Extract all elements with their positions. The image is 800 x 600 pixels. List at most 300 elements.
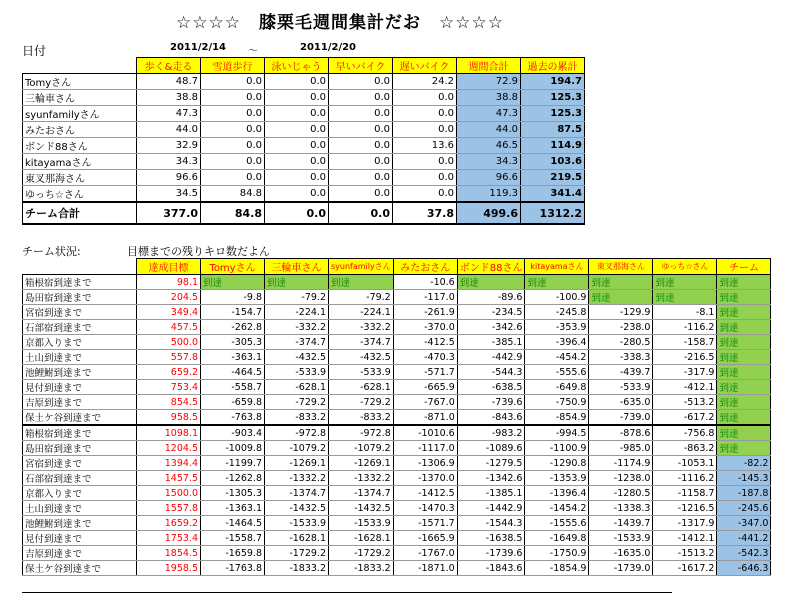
remaining-value: 到達 — [717, 380, 771, 395]
remaining-value: 到達 — [717, 441, 771, 456]
member-name: ボンド88さん — [23, 138, 137, 154]
value-cell: 0.0 — [393, 90, 457, 106]
value-cell: 84.8 — [201, 186, 265, 203]
remaining-value: 到達 — [265, 275, 329, 290]
remaining-value: -224.1 — [265, 305, 329, 320]
remaining-value: -972.8 — [265, 425, 329, 441]
table-row — [23, 486, 771, 501]
remaining-value: -756.8 — [653, 425, 717, 441]
date-range — [22, 42, 622, 56]
total-value: 1312.2 — [521, 202, 585, 224]
remaining-value: -280.5 — [589, 335, 653, 350]
member-name: kitayamaさん — [23, 154, 137, 170]
table-row — [23, 74, 585, 90]
remaining-value: -1009.8 — [201, 441, 265, 456]
remaining-value: -1117.0 — [393, 441, 457, 456]
target-value: 1394.4 — [137, 456, 201, 471]
value-cell: 0.0 — [329, 74, 393, 90]
remaining-value: -158.7 — [653, 335, 717, 350]
remaining-value: -767.0 — [393, 395, 457, 410]
milestone-name: 保土ケ谷到達まで — [23, 561, 137, 576]
remaining-value: 到達 — [717, 320, 771, 335]
remaining-value: -1628.1 — [265, 531, 329, 546]
milestone-name: 箱根宿到達まで — [23, 425, 137, 441]
remaining-value: -1412.5 — [393, 486, 457, 501]
remaining-value: -1544.3 — [457, 516, 525, 531]
remaining-value: -1739.0 — [589, 561, 653, 576]
value-cell: 87.5 — [521, 122, 585, 138]
remaining-value: -1558.7 — [201, 531, 265, 546]
remaining-value: -1533.9 — [589, 531, 653, 546]
value-cell: 119.3 — [457, 186, 521, 203]
remaining-value: -145.3 — [717, 471, 771, 486]
remaining-value: -1729.2 — [329, 546, 394, 561]
remaining-value: -1305.3 — [201, 486, 265, 501]
member-name: みたおさん — [23, 122, 137, 138]
page-title: ☆☆☆☆ 膝栗毛週間集計だお ☆☆☆☆ — [176, 13, 504, 33]
remaining-value: -544.3 — [457, 365, 525, 380]
value-cell: 0.0 — [329, 186, 393, 203]
remaining-value: -1843.6 — [457, 561, 525, 576]
remaining-value: -441.2 — [717, 531, 771, 546]
remaining-value: -332.2 — [265, 320, 329, 335]
remaining-value: -1442.9 — [457, 501, 525, 516]
remaining-header: syunfamilyさん — [329, 259, 394, 275]
value-cell: 0.0 — [265, 74, 329, 90]
remaining-value: -1763.8 — [201, 561, 265, 576]
remaining-value: -89.6 — [457, 290, 525, 305]
value-cell: 114.9 — [521, 138, 585, 154]
value-cell: 96.6 — [137, 170, 201, 186]
table-row — [23, 335, 771, 350]
target-value: 1854.5 — [137, 546, 201, 561]
remaining-value: -972.8 — [329, 425, 394, 441]
value-cell: 48.7 — [137, 74, 201, 90]
target-value: 753.4 — [137, 380, 201, 395]
table-row — [23, 410, 771, 426]
remaining-value: -79.2 — [329, 290, 394, 305]
target-value: 659.2 — [137, 365, 201, 380]
remaining-value: -1659.8 — [201, 546, 265, 561]
remaining-value: -1638.5 — [457, 531, 525, 546]
table-row — [23, 186, 585, 203]
table-row — [23, 425, 771, 441]
value-cell: 0.0 — [201, 122, 265, 138]
milestone-name: 石部宿到達まで — [23, 320, 137, 335]
remaining-value: -8.1 — [653, 305, 717, 320]
remaining-value: -385.1 — [457, 335, 525, 350]
value-cell: 47.3 — [137, 106, 201, 122]
remaining-value: -10.6 — [393, 275, 457, 290]
milestone-name: 宮宿到達まで — [23, 305, 137, 320]
remaining-value: -9.8 — [201, 290, 265, 305]
remaining-value: 到達 — [717, 290, 771, 305]
remaining-value: -1833.2 — [329, 561, 394, 576]
total-value: 0.0 — [265, 202, 329, 224]
table-row — [23, 561, 771, 576]
remaining-value: -1342.6 — [457, 471, 525, 486]
remaining-value: -245.6 — [717, 501, 771, 516]
value-cell: 34.5 — [137, 186, 201, 203]
remaining-value: -729.2 — [329, 395, 394, 410]
remaining-value: -1439.7 — [589, 516, 653, 531]
remaining-value: -1089.6 — [457, 441, 525, 456]
value-cell: 0.0 — [265, 138, 329, 154]
remaining-header: ボンド88さん — [457, 259, 525, 275]
remaining-value: -100.9 — [525, 290, 589, 305]
value-cell: 0.0 — [329, 170, 393, 186]
remaining-value: 到達 — [717, 305, 771, 320]
remaining-value: -82.2 — [717, 456, 771, 471]
weekly-table — [22, 57, 585, 225]
remaining-value: -1010.6 — [393, 425, 457, 441]
value-cell: 44.0 — [457, 122, 521, 138]
remaining-value: -903.4 — [201, 425, 265, 441]
remaining-value: -1533.9 — [265, 516, 329, 531]
remaining-value: 到達 — [457, 275, 525, 290]
remaining-value: -117.0 — [393, 290, 457, 305]
value-cell: 44.0 — [137, 122, 201, 138]
value-cell: 125.3 — [521, 90, 585, 106]
status-note: 目標までの残りキロ数だよん — [127, 245, 270, 258]
date-separator: ～ — [248, 46, 258, 57]
remaining-value: -1385.1 — [457, 486, 525, 501]
remaining-value: -454.2 — [525, 350, 589, 365]
remaining-value: -1470.3 — [393, 501, 457, 516]
value-cell: 0.0 — [265, 106, 329, 122]
remaining-value: -1279.5 — [457, 456, 525, 471]
remaining-header: 達成目標 — [137, 259, 201, 275]
remaining-value: -116.2 — [653, 320, 717, 335]
remaining-value: -1338.3 — [589, 501, 653, 516]
table-row — [23, 138, 585, 154]
remaining-value: -154.7 — [201, 305, 265, 320]
remaining-value: -187.8 — [717, 486, 771, 501]
remaining-value: -638.5 — [457, 380, 525, 395]
target-value: 1958.5 — [137, 561, 201, 576]
value-cell: 0.0 — [201, 74, 265, 90]
remaining-value: -1238.0 — [589, 471, 653, 486]
milestone-name: 吉原到達まで — [23, 395, 137, 410]
remaining-header-row — [23, 259, 771, 275]
remaining-header: 東叉那海さん — [589, 259, 653, 275]
target-value: 557.8 — [137, 350, 201, 365]
remaining-value: -1053.1 — [653, 456, 717, 471]
remaining-value: -833.2 — [265, 410, 329, 426]
table-row — [23, 441, 771, 456]
remaining-value: -396.4 — [525, 335, 589, 350]
value-cell: 0.0 — [329, 154, 393, 170]
table-row — [23, 290, 771, 305]
value-cell: 0.0 — [329, 138, 393, 154]
remaining-value: -1571.7 — [393, 516, 457, 531]
remaining-header: みたおさん — [393, 259, 457, 275]
remaining-value: -1269.1 — [265, 456, 329, 471]
remaining-value: -763.8 — [201, 410, 265, 426]
value-cell: 96.6 — [457, 170, 521, 186]
remaining-value: 到達 — [653, 290, 717, 305]
target-value: 1557.8 — [137, 501, 201, 516]
remaining-value: -646.3 — [717, 561, 771, 576]
milestone-name: 箱根宿到達まで — [23, 275, 137, 290]
remaining-value: 到達 — [717, 365, 771, 380]
remaining-value: -1454.2 — [525, 501, 589, 516]
total-value: 0.0 — [329, 202, 393, 224]
remaining-value: -432.5 — [265, 350, 329, 365]
member-name: 東叉那海さん — [23, 170, 137, 186]
remaining-value: -1199.7 — [201, 456, 265, 471]
value-cell: 0.0 — [265, 186, 329, 203]
remaining-header-blank — [23, 259, 137, 275]
remaining-value: -234.5 — [457, 305, 525, 320]
milestone-name: 島田宿到達まで — [23, 290, 137, 305]
table-row — [23, 305, 771, 320]
value-cell: 0.0 — [393, 106, 457, 122]
remaining-value: -542.3 — [717, 546, 771, 561]
value-cell: 38.8 — [137, 90, 201, 106]
remaining-value: -1432.5 — [329, 501, 394, 516]
table-row — [23, 395, 771, 410]
value-cell: 0.0 — [329, 122, 393, 138]
total-value: 84.8 — [201, 202, 265, 224]
remaining-value: -1280.5 — [589, 486, 653, 501]
value-cell: 38.8 — [457, 90, 521, 106]
value-cell: 103.6 — [521, 154, 585, 170]
date-to: 2011/2/20 — [300, 42, 357, 53]
weekly-header: 過去の累計 — [521, 58, 585, 74]
value-cell: 341.4 — [521, 186, 585, 203]
table-row — [23, 456, 771, 471]
value-cell: 47.3 — [457, 106, 521, 122]
value-cell: 0.0 — [265, 170, 329, 186]
milestone-name: 保土ケ谷到達まで — [23, 410, 137, 426]
remaining-header: 三輪車さん — [265, 259, 329, 275]
remaining-value: -338.3 — [589, 350, 653, 365]
remaining-value: 到達 — [201, 275, 265, 290]
remaining-value: -1290.8 — [525, 456, 589, 471]
value-cell: 0.0 — [393, 122, 457, 138]
value-cell: 0.0 — [265, 90, 329, 106]
remaining-value: -353.9 — [525, 320, 589, 335]
remaining-value: -245.8 — [525, 305, 589, 320]
value-cell: 0.0 — [393, 186, 457, 203]
remaining-value: -1412.1 — [653, 531, 717, 546]
remaining-value: -129.9 — [589, 305, 653, 320]
remaining-value: -363.1 — [201, 350, 265, 365]
weekly-header-row — [23, 58, 585, 74]
remaining-value: -432.5 — [329, 350, 394, 365]
date-from: 2011/2/14 — [170, 42, 227, 53]
milestone-name: 島田宿到達まで — [23, 441, 137, 456]
value-cell: 219.5 — [521, 170, 585, 186]
remaining-value: -1464.5 — [201, 516, 265, 531]
remaining-value: -332.2 — [329, 320, 394, 335]
milestone-name: 土山到達まで — [23, 501, 137, 516]
remaining-value: -1649.8 — [525, 531, 589, 546]
remaining-value: -1665.9 — [393, 531, 457, 546]
remaining-value: -1617.2 — [653, 561, 717, 576]
remaining-header: kitayamaさん — [525, 259, 589, 275]
table-row — [23, 471, 771, 486]
remaining-value: 到達 — [589, 275, 653, 290]
remaining-value: -224.1 — [329, 305, 394, 320]
remaining-value: -854.9 — [525, 410, 589, 426]
milestone-name: 池鯉鮒到達まで — [23, 516, 137, 531]
remaining-value: -571.7 — [393, 365, 457, 380]
milestone-name: 京都入りまで — [23, 486, 137, 501]
value-cell: 32.9 — [137, 138, 201, 154]
table-row — [23, 170, 585, 186]
value-cell: 0.0 — [265, 154, 329, 170]
remaining-value: -464.5 — [201, 365, 265, 380]
remaining-value: -555.6 — [525, 365, 589, 380]
total-value: 37.8 — [393, 202, 457, 224]
remaining-value: -216.5 — [653, 350, 717, 365]
target-value: 1457.5 — [137, 471, 201, 486]
value-cell: 24.2 — [393, 74, 457, 90]
target-value: 349.4 — [137, 305, 201, 320]
value-cell: 0.0 — [201, 154, 265, 170]
bottom-divider — [22, 592, 672, 593]
remaining-value: -833.2 — [329, 410, 394, 426]
value-cell: 34.3 — [137, 154, 201, 170]
remaining-value: 到達 — [589, 290, 653, 305]
remaining-value: -1370.0 — [393, 471, 457, 486]
total-label: チーム合計 — [23, 202, 137, 224]
remaining-value: -994.5 — [525, 425, 589, 441]
value-cell: 0.0 — [201, 170, 265, 186]
remaining-value: -533.9 — [265, 365, 329, 380]
remaining-value: -238.0 — [589, 320, 653, 335]
remaining-value: -1079.2 — [329, 441, 394, 456]
weekly-header-blank — [23, 58, 137, 74]
target-value: 854.5 — [137, 395, 201, 410]
remaining-value: -1216.5 — [653, 501, 717, 516]
target-value: 1098.1 — [137, 425, 201, 441]
remaining-value: -439.7 — [589, 365, 653, 380]
remaining-header: Tomyさん — [201, 259, 265, 275]
milestone-name: 池鯉鮒到達まで — [23, 365, 137, 380]
remaining-value: -558.7 — [201, 380, 265, 395]
remaining-value: -1396.4 — [525, 486, 589, 501]
target-value: 958.5 — [137, 410, 201, 426]
remaining-value: -262.8 — [201, 320, 265, 335]
remaining-value: -1871.0 — [393, 561, 457, 576]
value-cell: 13.6 — [393, 138, 457, 154]
table-row — [23, 350, 771, 365]
remaining-value: -1158.7 — [653, 486, 717, 501]
weekly-header: 週間合計 — [457, 58, 521, 74]
remaining-value: -628.1 — [265, 380, 329, 395]
remaining-value: -370.0 — [393, 320, 457, 335]
value-cell: 0.0 — [201, 138, 265, 154]
member-name: Tomyさん — [23, 74, 137, 90]
remaining-value: -1750.9 — [525, 546, 589, 561]
remaining-value: -533.9 — [589, 380, 653, 395]
remaining-value: -649.8 — [525, 380, 589, 395]
remaining-value: -878.6 — [589, 425, 653, 441]
value-cell: 0.0 — [393, 170, 457, 186]
remaining-value: -1262.8 — [201, 471, 265, 486]
remaining-value: 到達 — [717, 410, 771, 426]
target-value: 500.0 — [137, 335, 201, 350]
remaining-value: -1100.9 — [525, 441, 589, 456]
remaining-value: -1353.9 — [525, 471, 589, 486]
remaining-value: -305.3 — [201, 335, 265, 350]
table-row — [23, 275, 771, 290]
remaining-value: -374.7 — [265, 335, 329, 350]
remaining-value: -1079.2 — [265, 441, 329, 456]
value-cell: 0.0 — [329, 90, 393, 106]
total-value: 377.0 — [137, 202, 201, 224]
table-row — [23, 90, 585, 106]
remaining-value: -261.9 — [393, 305, 457, 320]
remaining-value: 到達 — [717, 335, 771, 350]
value-cell: 125.3 — [521, 106, 585, 122]
remaining-value: -1363.1 — [201, 501, 265, 516]
remaining-value: -513.2 — [653, 395, 717, 410]
weekly-header: 雪道歩行 — [201, 58, 265, 74]
target-value: 98.1 — [137, 275, 201, 290]
remaining-value: -412.1 — [653, 380, 717, 395]
remaining-value: -750.9 — [525, 395, 589, 410]
target-value: 457.5 — [137, 320, 201, 335]
remaining-value: -1317.9 — [653, 516, 717, 531]
date-label: 日付 — [22, 44, 47, 58]
remaining-value: -1513.2 — [653, 546, 717, 561]
weekly-header: 遅いバイク — [393, 58, 457, 74]
weekly-header: 泳いじゃう — [265, 58, 329, 74]
value-cell: 46.5 — [457, 138, 521, 154]
remaining-value: -1767.0 — [393, 546, 457, 561]
team-status — [22, 243, 522, 257]
milestone-name: 吉原到達まで — [23, 546, 137, 561]
remaining-value: -1116.2 — [653, 471, 717, 486]
remaining-value: 到達 — [653, 275, 717, 290]
remaining-value: -617.2 — [653, 410, 717, 426]
remaining-table — [22, 258, 771, 576]
remaining-value: -1833.2 — [265, 561, 329, 576]
remaining-value: -871.0 — [393, 410, 457, 426]
target-value: 1753.4 — [137, 531, 201, 546]
weekly-header: 早いバイク — [329, 58, 393, 74]
remaining-value: -1174.9 — [589, 456, 653, 471]
table-row — [23, 154, 585, 170]
target-value: 1204.5 — [137, 441, 201, 456]
remaining-value: 到達 — [717, 395, 771, 410]
remaining-value: -79.2 — [265, 290, 329, 305]
remaining-value: -347.0 — [717, 516, 771, 531]
remaining-value: -729.2 — [265, 395, 329, 410]
remaining-value: -1332.2 — [265, 471, 329, 486]
status-label: チーム状況: — [22, 245, 81, 258]
remaining-value: 到達 — [329, 275, 394, 290]
member-name: ゆっち☆さん — [23, 186, 137, 203]
table-row — [23, 516, 771, 531]
remaining-value: 到達 — [525, 275, 589, 290]
remaining-value: -659.8 — [201, 395, 265, 410]
remaining-value: -665.9 — [393, 380, 457, 395]
remaining-value: -374.7 — [329, 335, 394, 350]
table-row — [23, 320, 771, 335]
remaining-value: 到達 — [717, 425, 771, 441]
remaining-value: -342.6 — [457, 320, 525, 335]
total-value: 499.6 — [457, 202, 521, 224]
value-cell: 34.3 — [457, 154, 521, 170]
value-cell: 0.0 — [201, 106, 265, 122]
table-row — [23, 106, 585, 122]
remaining-value: -635.0 — [589, 395, 653, 410]
